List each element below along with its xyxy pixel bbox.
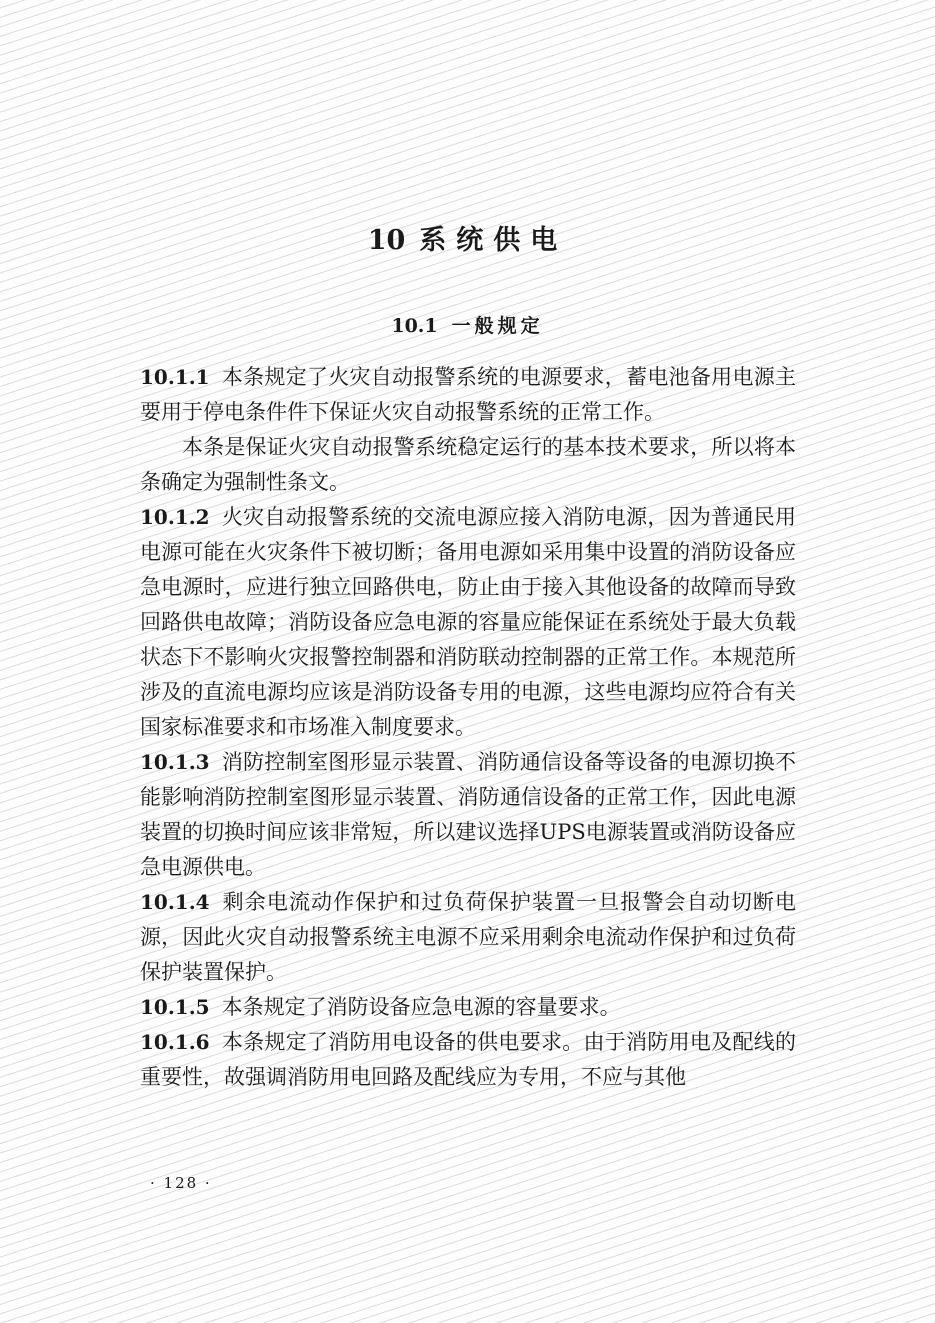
- clause-text: 本条规定了消防用电设备的供电要求。由于消防用电及配线的重要性，故强调消防用电回路及配线应为专用，不应与其他: [140, 1030, 796, 1089]
- paragraph-10-1-1: [140, 360, 796, 430]
- clause-text: 消防控制室图形显示装置、消防通信设备等设备的电源切换不能影响消防控制室图形显示装置、消防通信设备的正常工作，因此电源装置的切换时间应该非常短，所以建议选择UPS电源装置或消防设备应急电源供电。: [140, 750, 796, 879]
- paragraph-10-1-6: [140, 1025, 796, 1095]
- chapter-heading: 系统供电: [419, 225, 568, 256]
- section-heading: 一般规定: [451, 315, 544, 337]
- body-text: [140, 360, 796, 1095]
- clause-number: 10.1.6: [140, 1030, 210, 1054]
- paragraph-10-1-5: [140, 990, 796, 1025]
- clause-number: 10.1.5: [140, 995, 210, 1019]
- clause-text: 火灾自动报警系统的交流电源应接入消防电源，因为普通民用电源可能在火灾条件下被切断；备用电源如采用集中设置的消防设备应急电源时，应进行独立回路供电，防止由于接入其他设备的故障而导致回路供电故障；消防设备应急电源的容量应能保证在系统处于最大负载状态下不影响火灾报警控制器和消防联动控制器的正常工作。本规范所涉及的直流电源均应该是消防设备专用的电源，这些电源均应符合有关国家标准要求和市场准入制度要求。: [140, 505, 796, 739]
- chapter-title: [0, 218, 935, 257]
- clause-number: 10.1.1: [140, 365, 210, 389]
- clause-number: 10.1.3: [140, 750, 210, 774]
- section-number: 10.1: [391, 315, 438, 337]
- clause-number: 10.1.4: [140, 890, 210, 914]
- section-title: [0, 311, 935, 338]
- paragraph-10-1-4: [140, 885, 796, 990]
- clause-number: 10.1.2: [140, 505, 210, 529]
- paragraph-10-1-2: [140, 500, 796, 745]
- clause-text: 剩余电流动作保护和过负荷保护装置一旦报警会自动切断电源，因此火灾自动报警系统主电源不应采用剩余电流动作保护和过负荷保护装置保护。: [140, 890, 796, 984]
- chapter-number: 10: [367, 225, 406, 256]
- clause-text: 本条是保证火灾自动报警系统稳定运行的基本技术要求，所以将本条确定为强制性条文。: [140, 435, 796, 494]
- page-number: · 128 ·: [150, 1174, 212, 1192]
- clause-text: 本条规定了火灾自动报警系统的电源要求，蓄电池备用电源主要用于停电条件件下保证火灾自动报警系统的正常工作。: [140, 365, 796, 424]
- paragraph-10-1-1-cont: [140, 430, 796, 500]
- clause-text: 本条规定了消防设备应急电源的容量要求。: [221, 995, 621, 1019]
- paragraph-10-1-3: [140, 745, 796, 885]
